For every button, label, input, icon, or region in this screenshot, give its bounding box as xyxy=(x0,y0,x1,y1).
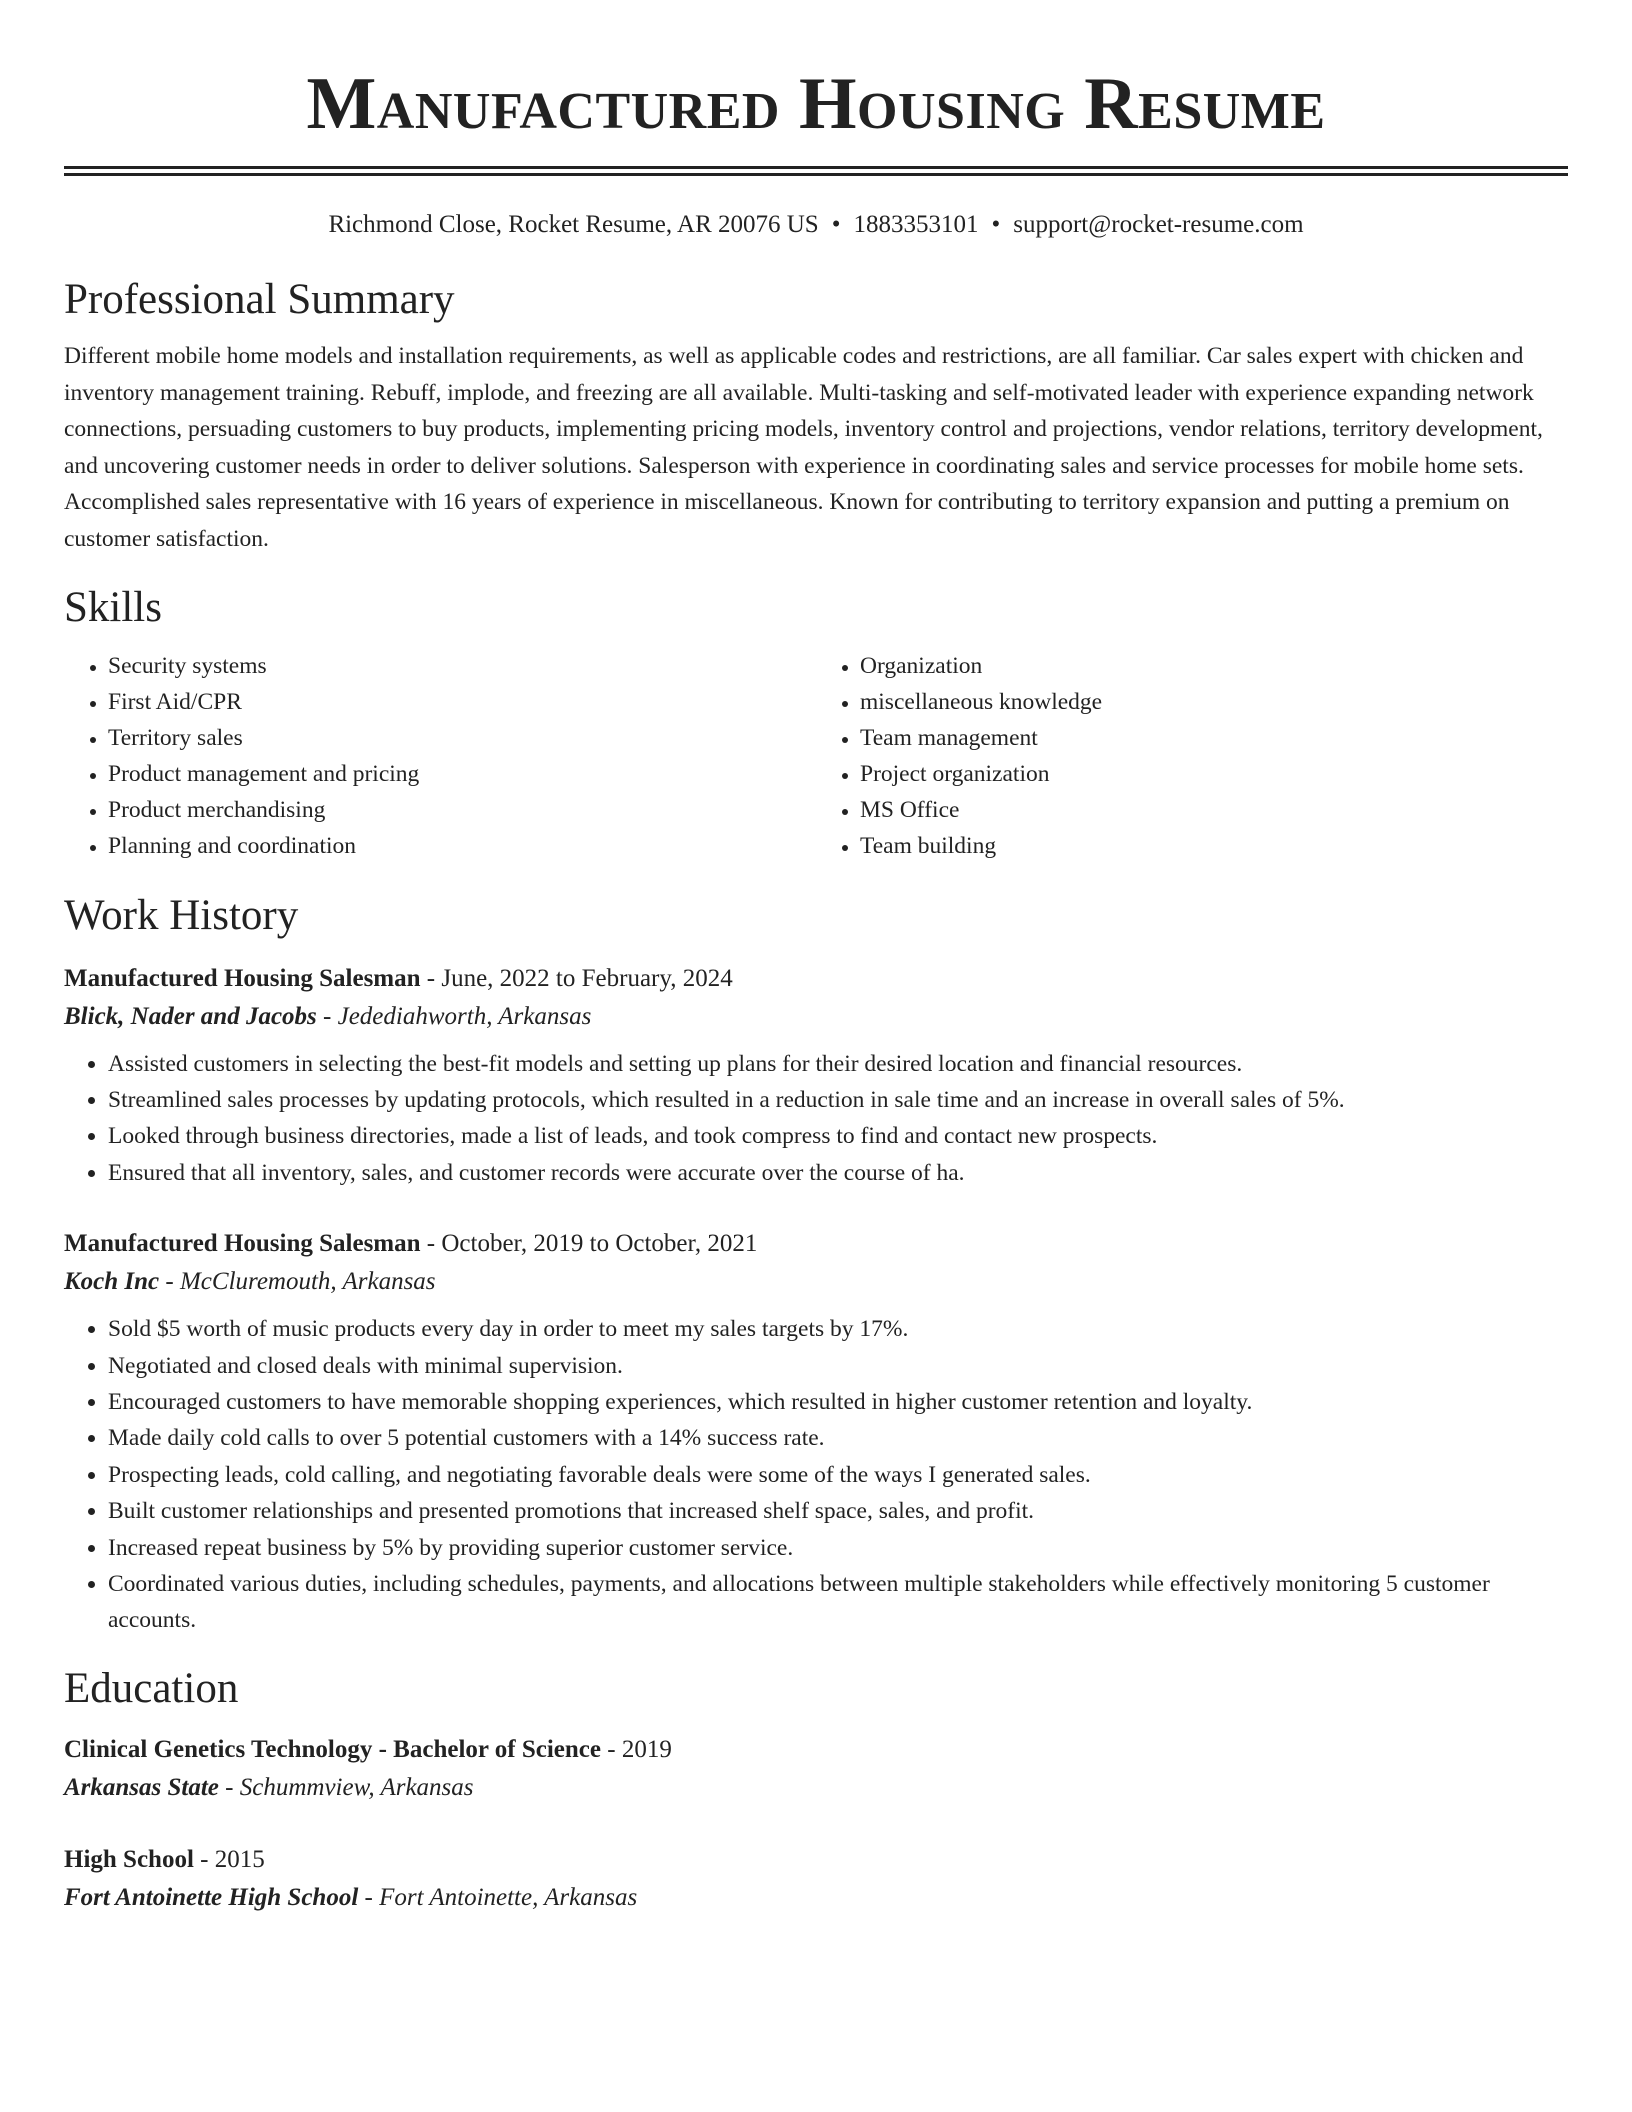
school-location: - Schummview, Arkansas xyxy=(218,1773,474,1801)
job-title: Manufactured Housing Salesman xyxy=(64,964,421,992)
skill-item: • Product management and pricing xyxy=(108,756,816,792)
job-entry xyxy=(64,960,1568,1192)
contact-phone: 1883353101 xyxy=(853,211,979,238)
school-name: Fort Antoinette High School xyxy=(64,1883,359,1911)
degree-year: - 2019 xyxy=(601,1735,672,1763)
job-entry xyxy=(64,1225,1568,1639)
job-company-line xyxy=(64,998,1568,1036)
education-heading: Education xyxy=(64,1664,239,1712)
summary-text: Different mobile home models and installation requirements, as well as applicable codes and restrictions, are all familiar. Car sales expert with chicken and inventory management training. Rebuff, implode, and freezing are all available. Multi-tasking and self-motivated leader with experience expanding network connections, persuading customers to buy products, implementing pricing models, inventory control and projections, vendor relations, territory development, and uncovering customer needs in order to deliver solutions. Salesperson with experience in coordinating sales and service processes for mobile home sets. Accomplished sales representative with 16 years of experience in miscellaneous. Known for contributing to territory expansion and putting a premium on customer satisfaction. xyxy=(64,343,1543,552)
duty-item: • Ensured that all inventory, sales, and customer records were accurate over the course of ha. xyxy=(108,1155,1568,1191)
job-dates: - October, 2019 to October, 2021 xyxy=(420,1230,758,1258)
summary-heading: Professional Summary xyxy=(64,276,455,323)
duty-item: • Encouraged customers to have memorable shopping experiences, which resulted in higher customer retention and loyalty. xyxy=(108,1384,1568,1420)
school-location: - Fort Antoinette, Arkansas xyxy=(358,1883,638,1911)
duty-item: • Looked through business directories, made a list of leads, and took compress to find and contact new prospects. xyxy=(108,1118,1568,1154)
job-location: - McCluremouth, Arkansas xyxy=(159,1268,436,1296)
duty-item: • Built customer relationships and presented promotions that increased shelf space, sales, and profit. xyxy=(108,1493,1568,1529)
degree-year: - 2015 xyxy=(193,1845,265,1873)
duty-item: • Sold $5 worth of music products every day in order to meet my sales targets by 17%. xyxy=(108,1311,1568,1347)
skill-item: • Territory sales xyxy=(108,720,816,756)
contact-line xyxy=(64,208,1568,242)
school-line xyxy=(64,1879,1568,1917)
title-divider xyxy=(64,166,1568,176)
skill-item: • Team management xyxy=(860,720,1568,756)
skills-column-right xyxy=(816,648,1568,864)
school-line xyxy=(64,1769,1568,1807)
skill-item: • Organization xyxy=(860,648,1568,684)
duty-item: • Coordinated various duties, including schedules, payments, and allocations between multiple stakeholders while effectively monitoring 5 customer accounts. xyxy=(108,1566,1568,1639)
education-entry xyxy=(64,1841,1568,1917)
skills-list xyxy=(64,648,1568,864)
degree-name: Clinical Genetics Technology - Bachelor of Science xyxy=(64,1735,601,1763)
degree-line xyxy=(64,1841,1568,1879)
duty-item: • Negotiated and closed deals with minimal supervision. xyxy=(108,1348,1568,1384)
skills-column-left xyxy=(64,648,816,864)
job-title-line xyxy=(64,1225,1568,1263)
contact-separator: • xyxy=(991,211,1001,238)
job-duties xyxy=(64,1046,1568,1192)
duty-item: • Streamlined sales processes by updating protocols, which resulted in a reduction in sale time and an increase in overall sales of 5%. xyxy=(108,1082,1568,1118)
skill-item: • miscellaneous knowledge xyxy=(860,684,1568,720)
skill-item: • Product merchandising xyxy=(108,792,816,828)
skill-item: • Security systems xyxy=(108,648,816,684)
job-title-line xyxy=(64,960,1568,998)
skill-item: • Team building xyxy=(860,828,1568,864)
duty-item: • Made daily cold calls to over 5 potential customers with a 14% success rate. xyxy=(108,1420,1568,1456)
skill-item: • Project organization xyxy=(860,756,1568,792)
education-entry xyxy=(64,1731,1568,1807)
job-location: - Jedediahworth, Arkansas xyxy=(316,1002,592,1030)
skills-heading: Skills xyxy=(64,583,162,631)
contact-separator: • xyxy=(831,211,841,238)
job-company: Blick, Nader and Jacobs xyxy=(64,1002,317,1030)
job-duties xyxy=(64,1311,1568,1639)
work-history-heading: Work History xyxy=(64,891,299,939)
job-dates: - June, 2022 to February, 2024 xyxy=(420,964,733,992)
school-name: Arkansas State xyxy=(64,1773,219,1801)
degree-name: High School xyxy=(64,1845,194,1873)
resume-title: Manufactured Housing Resume xyxy=(306,63,1326,145)
job-company: Koch Inc xyxy=(64,1268,160,1296)
duty-item: • Assisted customers in selecting the best-fit models and setting up plans for their desired location and financial resources. xyxy=(108,1046,1568,1082)
contact-email: support@rocket-resume.com xyxy=(1013,211,1304,238)
duty-item: • Increased repeat business by 5% by providing superior customer service. xyxy=(108,1530,1568,1566)
contact-address: Richmond Close, Rocket Resume, AR 20076 US xyxy=(328,211,819,238)
job-title: Manufactured Housing Salesman xyxy=(64,1230,421,1258)
degree-line xyxy=(64,1731,1568,1769)
skill-item: • Planning and coordination xyxy=(108,828,816,864)
skill-item: • MS Office xyxy=(860,792,1568,828)
skill-item: • First Aid/CPR xyxy=(108,684,816,720)
job-company-line xyxy=(64,1263,1568,1301)
duty-item: • Prospecting leads, cold calling, and negotiating favorable deals were some of the ways I generated sales. xyxy=(108,1457,1568,1493)
